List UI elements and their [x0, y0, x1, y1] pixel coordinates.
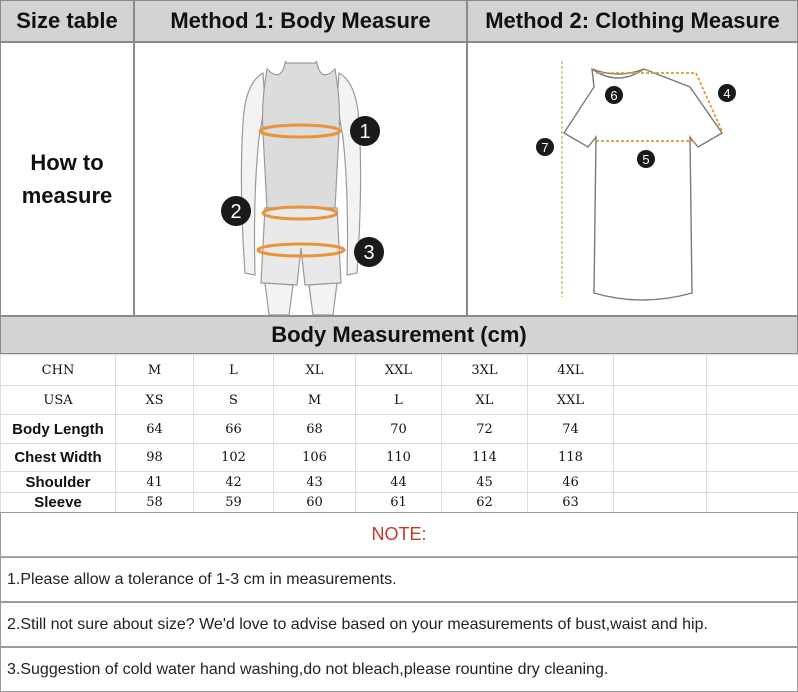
- table-row: [1, 355, 798, 386]
- header-row: [0, 0, 798, 42]
- table-row: [1, 493, 798, 513]
- empty-cell: [707, 355, 798, 386]
- marker-5: [637, 150, 655, 168]
- empty-cell: [614, 472, 707, 493]
- body-figure-illustration: [135, 43, 466, 315]
- marker-2: [221, 196, 251, 226]
- table-cell: XL: [274, 355, 356, 386]
- row-label-chest-width: Chest Width: [1, 444, 116, 472]
- table-cell: 110: [356, 444, 442, 472]
- marker-4: [718, 84, 736, 102]
- note-item-3: [0, 647, 798, 692]
- table-cell: 61: [356, 493, 442, 513]
- tshirt-illustration: [468, 43, 797, 315]
- row-label-sleeve: Sleeve: [1, 493, 116, 513]
- table-cell: 58: [116, 493, 194, 513]
- table-cell: 102: [194, 444, 274, 472]
- table-cell: 74: [528, 415, 614, 444]
- table-cell: 44: [356, 472, 442, 493]
- note-text: 3.Suggestion of cold water hand washing,do not bleach,please rountine dry cleaning.: [7, 660, 609, 678]
- svg-text:3: 3: [363, 242, 375, 264]
- empty-cell: [614, 493, 707, 513]
- how-to-line1: How to: [30, 150, 104, 175]
- table-cell: XXL: [356, 355, 442, 386]
- empty-cell: [707, 472, 798, 493]
- marker-6: [605, 86, 623, 104]
- empty-cell: [614, 355, 707, 386]
- table-cell: S: [194, 386, 274, 415]
- table-cell: 43: [274, 472, 356, 493]
- table-cell: 60: [274, 493, 356, 513]
- table-cell: 45: [442, 472, 528, 493]
- table-cell: 63: [528, 493, 614, 513]
- svg-text:1: 1: [359, 121, 371, 143]
- body-measurement-band: Body Measurement (cm): [0, 316, 798, 354]
- svg-text:5: 5: [642, 152, 650, 167]
- table-cell: 4XL: [528, 355, 614, 386]
- table-cell: 118: [528, 444, 614, 472]
- table-cell: 42: [194, 472, 274, 493]
- marker-7: [536, 138, 554, 156]
- body-measure-cell: [134, 42, 467, 316]
- table-row: [1, 472, 798, 493]
- how-to-line2: measure: [21, 183, 113, 208]
- how-to-cell: [0, 42, 134, 316]
- table-cell: 106: [274, 444, 356, 472]
- size-table: [0, 354, 798, 513]
- marker-3: [354, 237, 384, 267]
- notes-section: [0, 512, 798, 692]
- table-cell: 59: [194, 493, 274, 513]
- svg-text:7: 7: [541, 140, 549, 155]
- table-cell: M: [274, 386, 356, 415]
- table-cell: 66: [194, 415, 274, 444]
- table-cell: 98: [116, 444, 194, 472]
- empty-cell: [707, 444, 798, 472]
- table-row: [1, 444, 798, 472]
- size-table-header: Size table: [0, 0, 134, 42]
- table-cell: 3XL: [442, 355, 528, 386]
- table-cell: XL: [442, 386, 528, 415]
- table-cell: 70: [356, 415, 442, 444]
- table-cell: 64: [116, 415, 194, 444]
- table-cell: 41: [116, 472, 194, 493]
- table-cell: L: [356, 386, 442, 415]
- row-label-shoulder: Shoulder: [1, 472, 116, 493]
- svg-text:6: 6: [610, 88, 618, 103]
- svg-text:4: 4: [723, 86, 731, 101]
- table-cell: M: [116, 355, 194, 386]
- note-title: NOTE:: [0, 512, 798, 557]
- table-cell: 68: [274, 415, 356, 444]
- table-cell: 114: [442, 444, 528, 472]
- illustration-row: [0, 42, 798, 316]
- note-item-2: [0, 602, 798, 647]
- row-label-chn: CHN: [1, 355, 116, 386]
- table-cell: 62: [442, 493, 528, 513]
- clothing-measure-cell: [467, 42, 798, 316]
- table-cell: 72: [442, 415, 528, 444]
- method1-header: Method 1: Body Measure: [134, 0, 467, 42]
- note-item-1: [0, 557, 798, 602]
- note-text: 1.Please allow a tolerance of 1-3 cm in measurements.: [7, 570, 397, 588]
- empty-cell: [707, 386, 798, 415]
- svg-text:2: 2: [230, 201, 242, 223]
- empty-cell: [614, 444, 707, 472]
- table-cell: L: [194, 355, 274, 386]
- marker-1: [350, 116, 380, 146]
- note-text: 2.Still not sure about size? We'd love to advise based on your measurements of bust,waist and hip.: [7, 615, 708, 633]
- table-row: [1, 386, 798, 415]
- empty-cell: [707, 415, 798, 444]
- row-label-usa: USA: [1, 386, 116, 415]
- table-cell: XXL: [528, 386, 614, 415]
- row-label-body-length: Body Length: [1, 415, 116, 444]
- empty-cell: [614, 386, 707, 415]
- empty-cell: [707, 493, 798, 513]
- table-cell: XS: [116, 386, 194, 415]
- method2-header: Method 2: Clothing Measure: [467, 0, 798, 42]
- empty-cell: [614, 415, 707, 444]
- table-cell: 46: [528, 472, 614, 493]
- table-row: [1, 415, 798, 444]
